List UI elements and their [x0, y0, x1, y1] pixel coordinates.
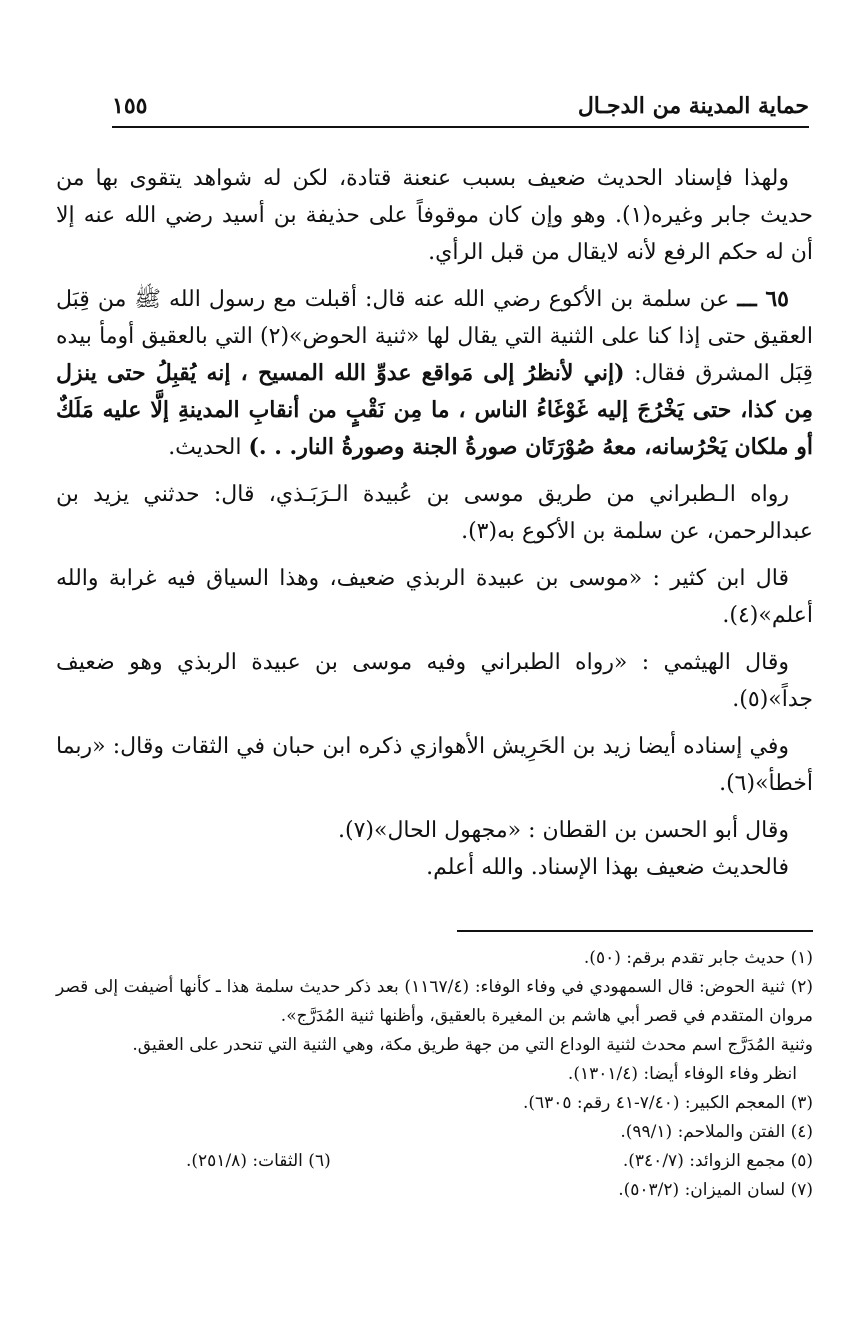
footnote-4: (٤) الفتن والملاحم: (٩٩/١). — [620, 1122, 813, 1142]
footnote-6: (٦) الثقات: (٢٥١/٨). — [186, 1151, 331, 1171]
paragraph-4: قال ابن كثير : «موسى بن عبيدة الربذي ضعيف، وهذا السياق فيه غرابة والله أعلم»(٤). — [56, 566, 813, 628]
footnote-separator — [457, 930, 813, 932]
page-header — [112, 86, 809, 128]
paragraph-7: وقال أبو الحسن بن القطان : «مجهول الحال»(٧). — [338, 818, 789, 843]
hadith-quote: (إني لأنظرُ إلى مَواقع عدوِّ الله المسيح ، إنه يُقبِلُ حتى ينزل مِن كذا، حتى يَخْرُجَ إليه غَوْغَاءُ الناس ، ما مِن نَقْبٍ من أنقابِ المدينةِ إلَّا عليه مَلَكٌ أو ملكان يَحْرُسانه، معهُ صُوْرَتَان صورةُ الجنة وصورةُ النار. . .) — [56, 360, 813, 460]
page-number: ١٥٥ — [112, 93, 148, 119]
paragraph-5: وقال الهيثمي : «رواه الطبراني وفيه موسى بن عبيدة الربذي وهو ضعيف جداً»(٥). — [56, 650, 813, 712]
footnote-2-see-also: انظر وفاء الوفاء أيضا: (١٣٠١/٤). — [567, 1064, 797, 1084]
paragraph-1: ولهذا فإسناد الحديث ضعيف بسبب عنعنة قتادة، لكن له شواهد يتقوى بها من حديث جابر وغيره(١). وهو وإن كان موقوفاً على حذيفة بن أسيد رضي الله عنه إلا أن له حكم الرفع لأنه لايقال من قبل الرأي. — [56, 166, 813, 265]
running-title: حماية المدينة من الدجـال — [577, 93, 809, 119]
footnote-3: (٣) المعجم الكبير: (٧/٤٠-٤١ رقم: ٦٣٠٥). — [522, 1093, 813, 1113]
footnote-2-continued: وثنية المُدَرَّج اسم محدث لثنية الوداع التي من جهة طريق مكة، وهي الثنية التي تنحدر على العقيق. — [132, 1035, 813, 1055]
paragraph-3: رواه الـطبراني من طريق موسى بن عُبيدة الـرَبَـذي، قال: حدثني يزيد بن عبدالرحمن، عن سلمة بن الأكوع به(٣). — [56, 482, 813, 544]
paragraph-6: وفي إسناده أيضا زيد بن الحَرِيش الأهوازي ذكره ابن حبان في الثقات وقال: «ربما أخطأ»(٦). — [56, 734, 813, 796]
hadith-tail: الحديث. — [168, 435, 242, 460]
footnote-1: (١) حديث جابر تقدم برقم: (٥٠). — [583, 948, 813, 968]
footnote-7: (٧) لسان الميزان: (٥٠٣/٢). — [618, 1180, 813, 1200]
hadith-chain: عن سلمة بن الأكوع رضي الله عنه قال: أقبلت مع رسول الله ﷺ من قِبَل العقيق حتى إذا كنا على الثنية التي يقال لها «ثنية الحوض»(٢) التي بالعقيق أومأ بيده قِبَل المشرق فقال: — [56, 287, 813, 386]
main-text — [56, 160, 813, 896]
footnotes — [56, 944, 813, 1205]
footnote-5: (٥) مجمع الزوائد: (٣٤٠/٧). — [622, 1151, 813, 1171]
hadith-number: ٦٥ ـــ — [737, 286, 789, 312]
footnote-2: (٢) ثنية الحوض: قال السمهودي في وفاء الوفاء: (١١٦٧/٤) بعد ذكر حديث سلمة هذا ـ كأنها أضيفت إلى قصر مروان المتقدم في قصر أبي هاشم بن المغيرة بالعقيق، وأظنها ثنية المُدَرَّج». — [56, 977, 813, 1026]
footnote-row-5-6 — [56, 1147, 813, 1176]
paragraph-8: فالحديث ضعيف بهذا الإسناد. والله أعلم. — [426, 855, 789, 880]
paragraph-hadith-65 — [56, 281, 813, 466]
